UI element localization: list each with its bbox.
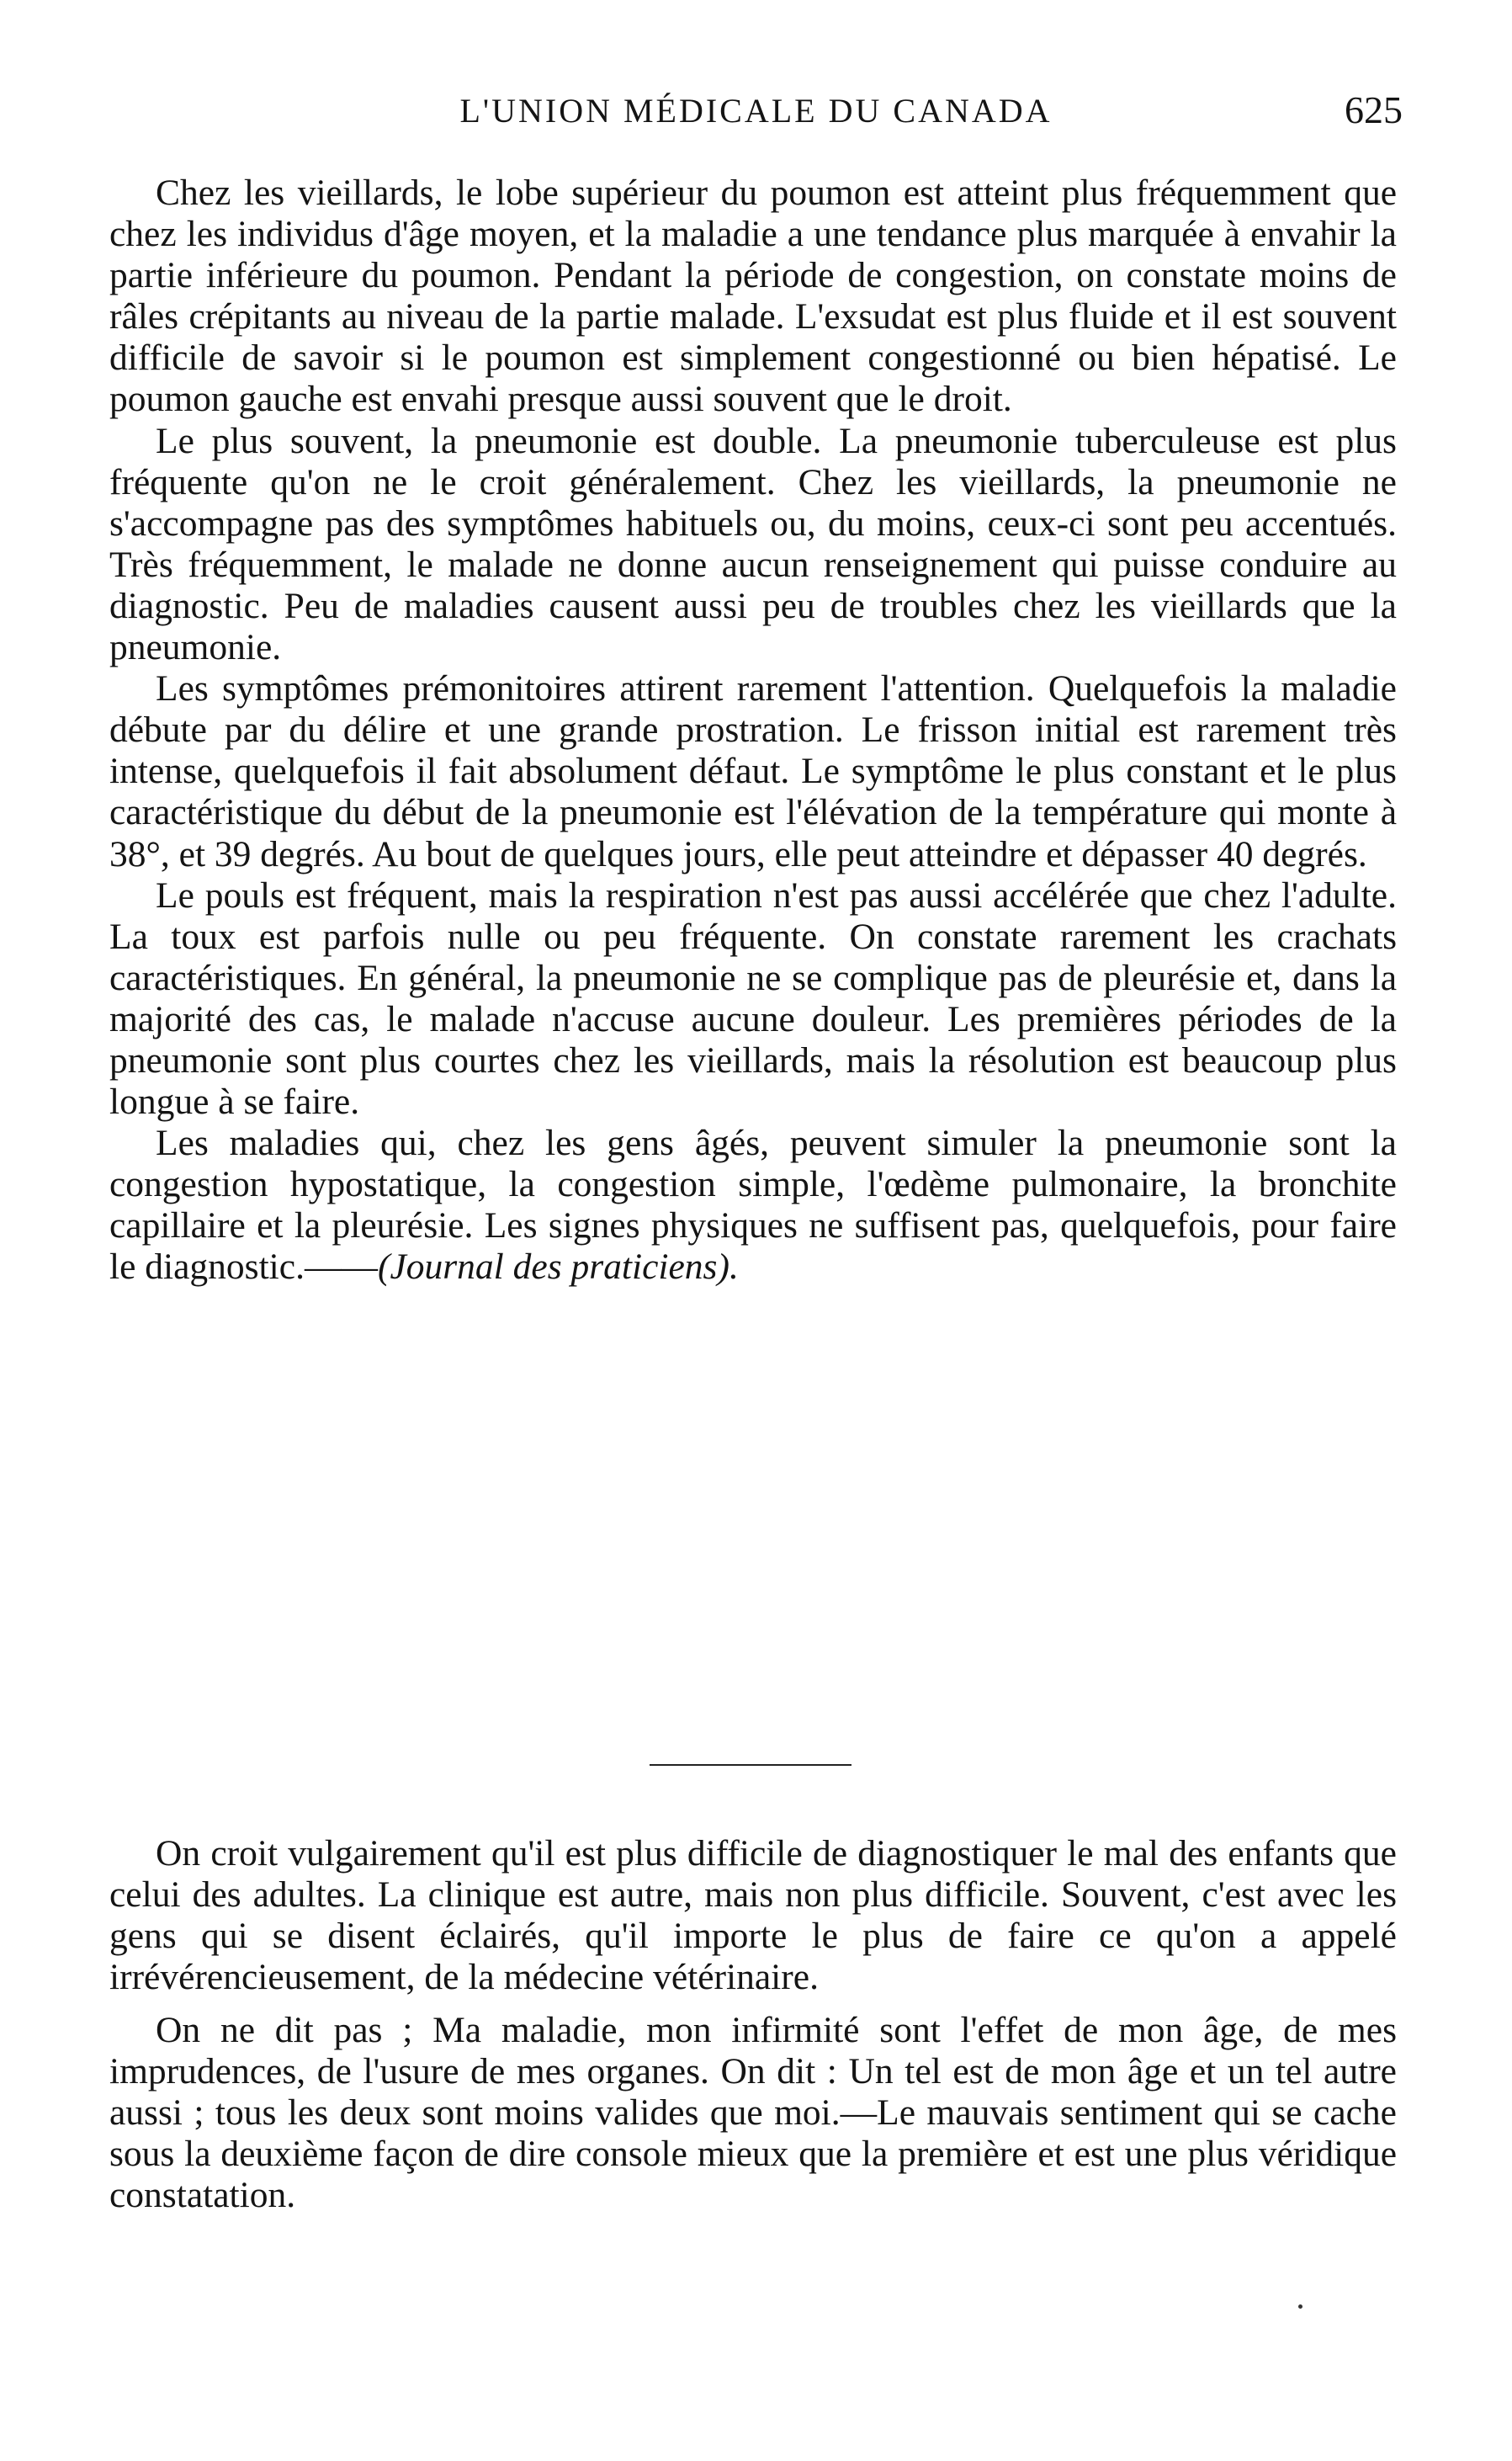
stray-ink-dot <box>1298 2304 1302 2309</box>
paragraph: Le plus souvent, la pneumonie est double. La pneumonie tuberculeuse est plus fréquente qu'on ne le croit généralement. Chez les vieillards, la pneumonie ne s'accompagne pas des symptômes habituels ou, du moins, ceux-ci sont peu accentués. Très fréquemment, le malade ne donne aucun renseignement qui puisse conduire au diagnostic. Peu de maladies causent aussi peu de troubles chez les vieillards que la pneumonie. <box>109 420 1397 668</box>
paragraph-with-source <box>109 1123 1397 1288</box>
paragraph: On croit vulgairement qu'il est plus difficile de diagnostiquer le mal des enfants que celui des adultes. La clinique est autre, mais non plus difficile. Souvent, c'est avec les gens qui se disent éclairés, qu'il importe le plus de faire ce qu'on a appelé irrévérencieusement, de la médecine vétérinaire. <box>109 1833 1397 1997</box>
paragraph: Les symptômes prémonitoires attirent rarement l'attention. Quelquefois la maladie débute par du délire et une grande prostration. Le frisson initial est rarement très intense, quelquefois il fait absolument défaut. Le symptôme le plus constant et le plus caractéristique du début de la pneumonie est l'élévation de la température qui monte à 38°, et 39 degrés. Au bout de quelques jours, elle peut atteindre et dépasser 40 degrés. <box>109 668 1397 874</box>
article-diagnosis-adults <box>109 1833 1397 2216</box>
section-separator-rule <box>650 1764 851 1766</box>
page-number: 625 <box>1345 88 1403 131</box>
journal-title: L'UNION MÉDICALE DU CANADA <box>459 92 1053 130</box>
running-head <box>109 88 1403 141</box>
paragraph-text: Les maladies qui, chez les gens âgés, peuvent simuler la pneumonie sont la congestion hypostatique, la congestion simple, l'œdème pulmonaire, la bronchite capillaire et la pleurésie. Les signes physiques ne suffisent pas, quelquefois, pour faire le diagnostic.—— <box>109 1123 1397 1288</box>
paragraph: Chez les vieillards, le lobe supérieur du poumon est atteint plus fréquemment que chez les individus d'âge moyen, et la maladie a une tendance plus marquée à envahir la partie inférieure du poumon. Pendant la période de congestion, on constate moins de râles crépitants au niveau de la partie malade. L'exsudat est plus fluide et il est souvent difficile de savoir si le poumon est simplement congestionné ou bien hépatisé. Le poumon gauche est envahi presque aussi souvent que le droit. <box>109 173 1397 420</box>
paragraph: On ne dit pas ; Ma maladie, mon infirmité sont l'effet de mon âge, de mes imprudences, de l'usure de mes organes. On dit : Un tel est de mon âge et un tel autre aussi ; tous les deux sont moins valides que moi.—Le mauvais sentiment qui se cache sous la deuxième façon de dire console mieux que la première et est une plus véridique constatation. <box>109 2010 1397 2215</box>
article-pneumonia-elderly <box>109 173 1397 1289</box>
source-citation: (Journal des praticiens). <box>377 1246 739 1288</box>
paragraph: Le pouls est fréquent, mais la respiration n'est pas aussi accélérée que chez l'adulte. La toux est parfois nulle ou peu fréquente. On constate rarement les crachats caractéristiques. En général, la pneumonie ne se complique pas de pleurésie et, dans la majorité des cas, le malade n'accuse aucune douleur. Les premières périodes de la pneumonie sont plus courtes chez les vieillards, mais la résolution est beaucoup plus longue à se faire. <box>109 874 1397 1123</box>
